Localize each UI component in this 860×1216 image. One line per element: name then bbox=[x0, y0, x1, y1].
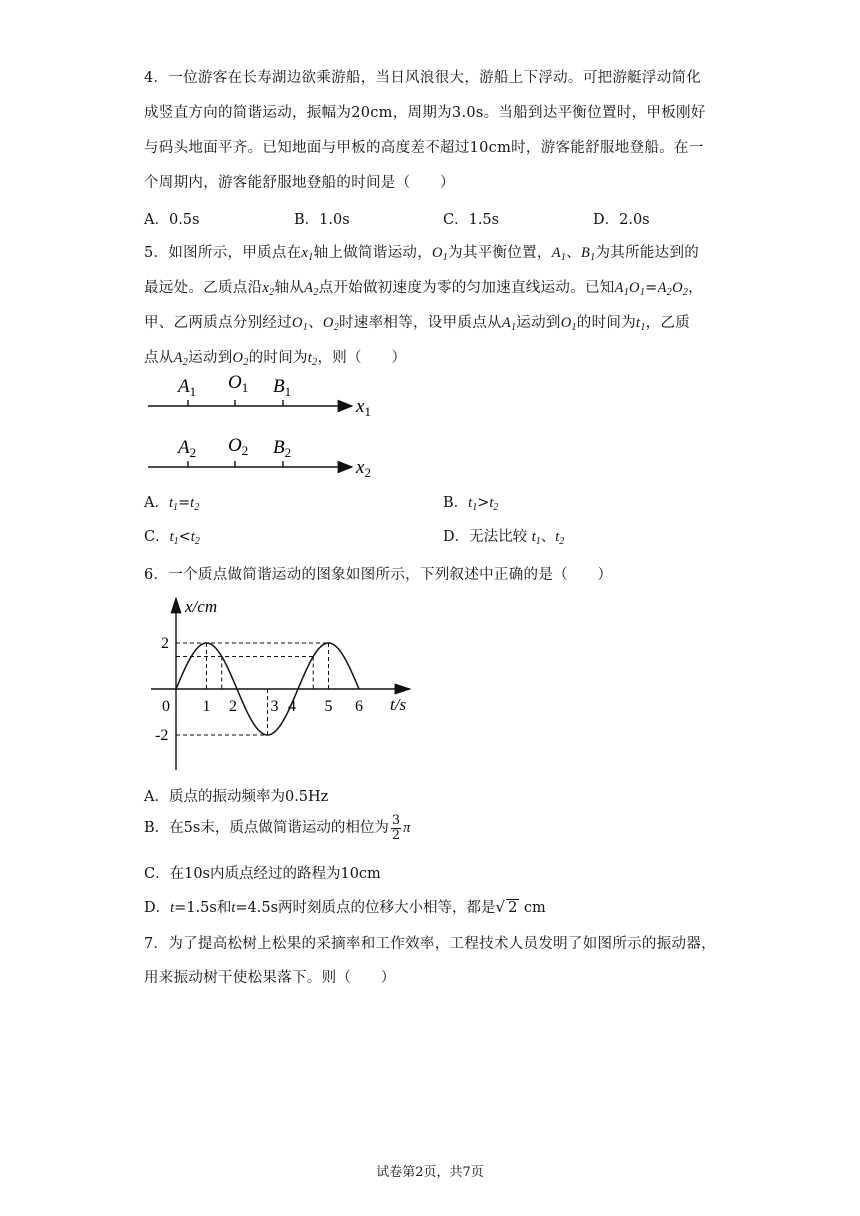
graph-x-label: t/s bbox=[390, 695, 407, 714]
q6-stem: 6．一个质点做简谐运动的图象如图所示，下列叙述中正确的是（ ） bbox=[144, 567, 613, 583]
fraction-3-over-2: $\frac{3}{2}$ bbox=[391, 812, 401, 843]
graph-xtick-6: 6 bbox=[355, 698, 363, 715]
graph-y-label: x/cm bbox=[185, 597, 218, 616]
q7-line-2: 用来振动树干使松果落下。则（ ） bbox=[144, 970, 396, 986]
label-o1: $O_1$ bbox=[228, 372, 249, 395]
graph-origin: 0 bbox=[162, 698, 170, 715]
label-x2: $x_2$ bbox=[356, 457, 371, 480]
q5-option-d: D．无法比较 $t_1$、$t_2$ bbox=[443, 529, 565, 547]
q5-line-2: 最远处。乙质点沿$x_2$轴从$A_2$点开始做初速度为零的匀加速直线运动。已知$A_1O_1=A_2O_2$， bbox=[144, 280, 703, 298]
q6-displacement-graph bbox=[145, 590, 425, 775]
q5-line-4: 点从$A_2$运动到$O_2$的时间为$t_2$，则（ ） bbox=[144, 350, 407, 368]
q5-axes-figure bbox=[140, 366, 390, 481]
axis-x2 bbox=[148, 435, 371, 480]
q6-option-a: A．质点的振动频率为0.5Hz bbox=[144, 789, 329, 805]
q5-option-c: C．$t_1<t_2$ bbox=[144, 529, 200, 547]
graph-xtick-2: 2 bbox=[229, 698, 237, 715]
q4-option-a: A．0.5s bbox=[144, 212, 200, 228]
q6-option-d: D．t=1.5s和t=4.5s两时刻质点的位移大小相等，都是√ 2 cm bbox=[144, 898, 546, 916]
q4-line-3: 与码头地面平齐。已知地面与甲板的高度差不超过10cm时，游客能舒服地登船。在一 bbox=[144, 140, 704, 156]
q7-line-1: 7．为了提高松树上松果的采摘率和工作效率，工程技术人员发明了如图所示的振动器， bbox=[144, 936, 716, 952]
q6-option-c: C．在10s内质点经过的路程为10cm bbox=[144, 866, 381, 882]
label-x1: $x_1$ bbox=[356, 396, 371, 419]
graph-ytick-minus2: -2 bbox=[155, 727, 169, 744]
q4-line-4: 个周期内，游客能舒服地登船的时间是（ ） bbox=[144, 175, 455, 191]
label-a2: $A_2$ bbox=[178, 437, 197, 460]
axis-x1 bbox=[148, 372, 371, 419]
graph-xtick-3: 3 bbox=[270, 698, 279, 715]
graph-xtick-1: 1 bbox=[202, 698, 211, 715]
graph-xticks bbox=[203, 698, 364, 715]
q5-line-3: 甲、乙两质点分别经过$O_1$、$O_2$时速率相等，设甲质点从$A_1$运动到$O_1$的时间为$t_1$，乙质 bbox=[144, 315, 691, 333]
sqrt-2: 2 bbox=[508, 900, 518, 916]
q4-option-d: D．2.0s bbox=[593, 212, 650, 228]
label-b2: $B_2$ bbox=[273, 437, 292, 460]
graph-xtick-4: 4 bbox=[288, 698, 296, 715]
page-footer: 试卷第2页，共7页 bbox=[376, 1165, 484, 1180]
graph-xtick-5: 5 bbox=[324, 698, 333, 715]
q4-option-b: B．1.0s bbox=[294, 212, 350, 228]
q4-line-1: 4．一位游客在长寿湖边欲乘游船，当日风浪很大，游船上下浮动。可把游艇浮动简化 bbox=[144, 70, 702, 86]
graph-ytick-2: 2 bbox=[161, 635, 169, 652]
q5-option-b: B．$t_1>t_2$ bbox=[443, 495, 499, 513]
q4-option-c: C．1.5s bbox=[443, 212, 500, 228]
q5-line-1: 5．如图所示，甲质点在$x_1$轴上做简谐运动，$O_1$为其平衡位置，$A_1$、$B_1$为其所能达到的 bbox=[144, 245, 700, 263]
label-b1: $B_1$ bbox=[273, 376, 292, 399]
q4-line-2: 成竖直方向的简谐运动，振幅为20cm，周期为3.0s。当船到达平衡位置时，甲板刚好 bbox=[144, 105, 706, 121]
q5-option-a: A．$t_1=t_2$ bbox=[144, 495, 200, 513]
label-a1: $A_1$ bbox=[178, 376, 197, 399]
label-o2: $O_2$ bbox=[228, 435, 249, 458]
q6-option-b: B．在5s末，质点做简谐运动的相位为 $\frac{3}{2}$ π bbox=[144, 812, 411, 843]
